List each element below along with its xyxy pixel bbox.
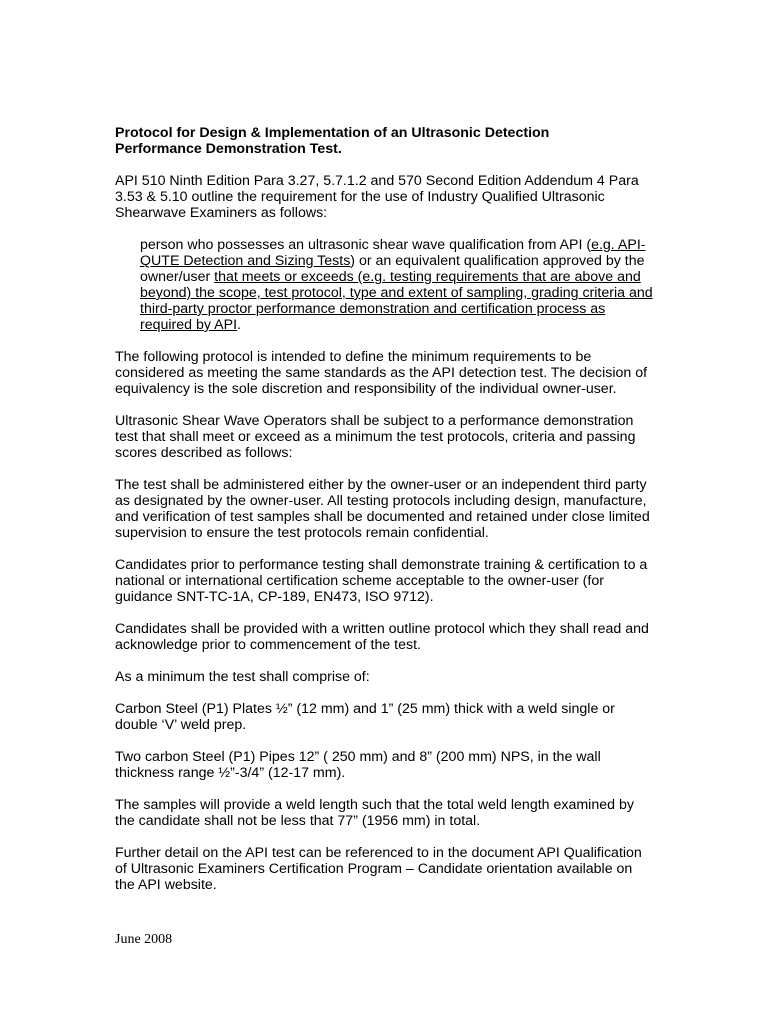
paragraph-certification: Candidates prior to performance testing shall demonstrate training & certification to a national or international certification scheme acceptable to the owner-user (for guidance SNT-TC-1A, CP-189, EN473, ISO 9712). <box>115 557 648 605</box>
paragraph-outline-protocol: Candidates shall be provided with a written outline protocol which they shall read and acknowledge prior to commencement of the test. <box>115 621 649 653</box>
footer-date: June 2008 <box>115 932 173 947</box>
paragraph-protocol-intent: The following protocol is intended to define the minimum requirements to be considered as meeting the same standards as the API detection test. The decision of equivalency is the sole discretion and responsibility of the individual owner-user. <box>115 349 648 397</box>
paragraph-further-detail: Further detail on the API test can be referenced to in the document API Qualification of Ultrasonic Examiners Certification Program – Candidate orientation available on the API website. <box>115 845 642 893</box>
quote-text-3: . <box>237 317 241 333</box>
paragraph-carbon-pipes: Two carbon Steel (P1) Pipes 12” ( 250 mm) and 8” (200 mm) NPS, in the wall thickness range ½”-3/4” (12-17 mm). <box>115 749 601 781</box>
api-quote-block <box>140 237 655 333</box>
paragraph-carbon-plates: Carbon Steel (P1) Plates ½” (12 mm) and 1” (25 mm) thick with a weld single or double ‘V’ weld prep. <box>115 701 615 733</box>
title-line-2: Performance Demonstration Test. <box>115 141 342 157</box>
quote-underlined-2: that meets or exceeds (e.g. testing requirements that are above and beyond) the scope, test protocol, type and extent of sampling, grading criteria and third-party proctor performance demonstration and certification process as required by API <box>140 269 653 333</box>
paragraph-minimum-test: As a minimum the test shall comprise of: <box>115 669 370 685</box>
intro-paragraph: API 510 Ninth Edition Para 3.27, 5.7.1.2 and 570 Second Edition Addendum 4 Para 3.53 & 5.10 outline the requirement for the use of Industry Qualified Ultrasonic Shearwave Examiners as follows: <box>115 173 639 221</box>
quote-text-2: ) or an equivalent qualification approved by the owner/user <box>140 253 645 285</box>
paragraph-weld-length: The samples will provide a weld length such that the total weld length examined by the candidate shall not be less that 77” (1956 mm) in total. <box>115 797 634 829</box>
paragraph-operators: Ultrasonic Shear Wave Operators shall be subject to a performance demonstration test that shall meet or exceed as a minimum the test protocols, criteria and passing scores described as follows: <box>115 413 636 461</box>
document-title <box>115 125 655 157</box>
paragraph-administration: The test shall be administered either by the owner-user or an independent third party as designated by the owner-user. All testing protocols including design, manufacture, and verification of test samples shall be documented and retained under close limited supervision to ensure the test protocols remain confidential. <box>115 477 650 541</box>
title-line-1: Protocol for Design & Implementation of an Ultrasonic Detection <box>115 125 550 141</box>
document-body <box>115 125 655 909</box>
quote-text-1: person who possesses an ultrasonic shear wave qualification from API ( <box>140 237 592 253</box>
quote-underlined-1: e.g. API-QUTE Detection and Sizing Tests <box>140 237 646 269</box>
